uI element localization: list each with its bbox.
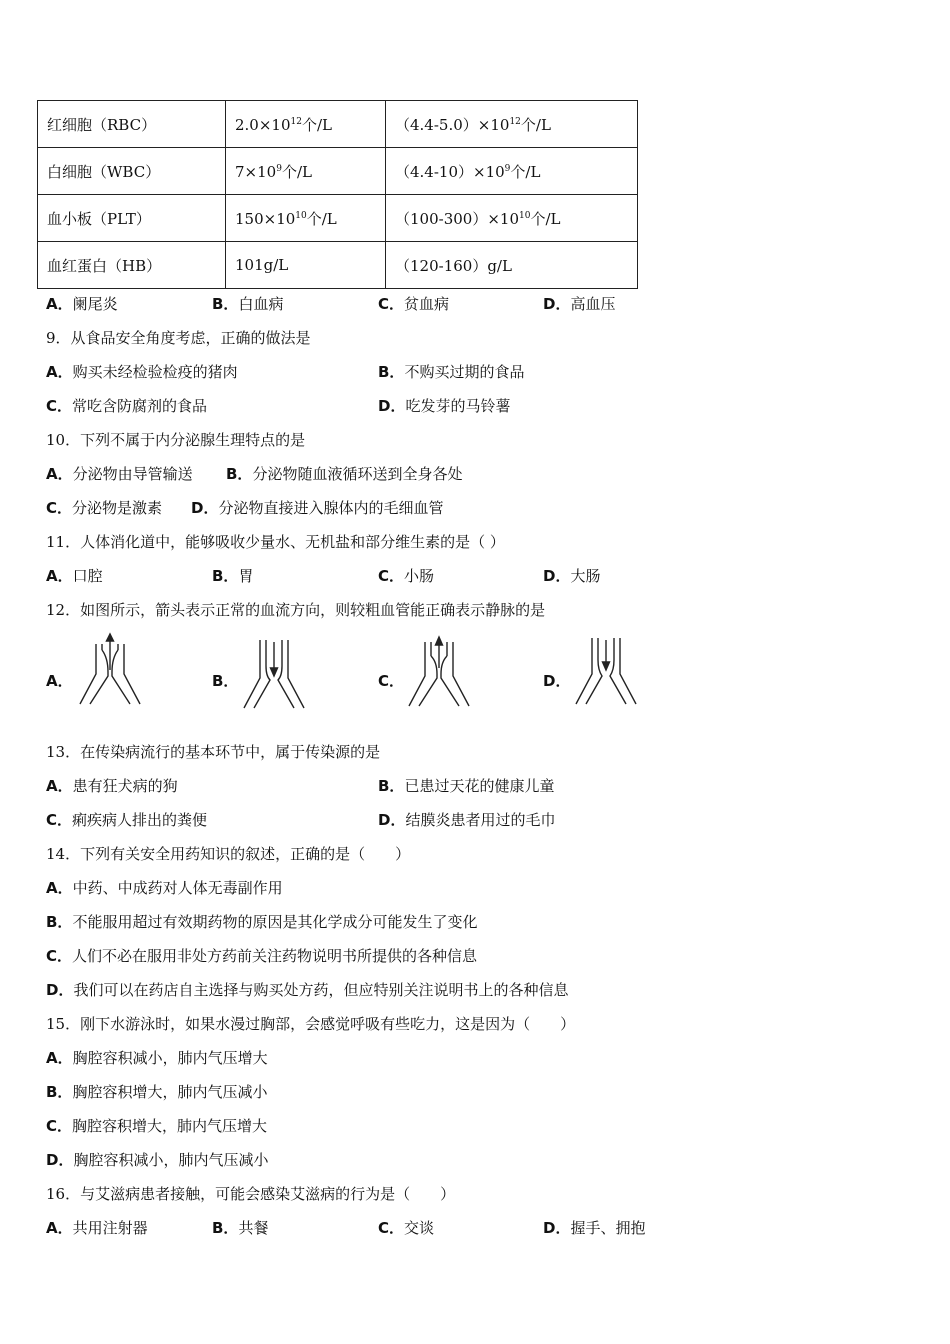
table-cell: $7\times 10^9$个/L — [226, 148, 386, 195]
option-c: C．胸腔容积增大，肺内气压增大 — [46, 1117, 268, 1135]
table-cell: （120-160）g/L — [386, 242, 638, 289]
table-cell: $(4.4-10)\times 10^9$个/L — [386, 148, 638, 195]
table-row — [38, 195, 638, 242]
option-c: C．小肠 — [378, 567, 435, 585]
option-c: C．交谈 — [378, 1219, 435, 1237]
question-stem: 12．如图所示，箭头表示正常的血流方向，则较粗血管能正确表示静脉的是 — [46, 601, 546, 619]
option-a: A．口腔 — [46, 567, 103, 585]
table-cell: 白细胞（WBC） — [38, 148, 226, 195]
option-b: B．胃 — [212, 567, 254, 585]
option-d: D．握手、拥抱 — [543, 1219, 646, 1237]
option-d: D．胸腔容积减小，肺内气压减小 — [46, 1151, 269, 1169]
question-stem: 13．在传染病流行的基本环节中，属于传染源的是 — [46, 743, 381, 761]
table-cell: 血红蛋白（HB） — [38, 242, 226, 289]
option-c: C．贫血病 — [378, 295, 450, 313]
option-b: B． — [212, 672, 239, 690]
option-b: B．不能服用超过有效期药物的原因是其化学成分可能发生了变化 — [46, 913, 478, 931]
option-d: D．我们可以在药店自主选择与购买处方药，但应特别关注说明书上的各种信息 — [46, 981, 569, 999]
question-stem: 14．下列有关安全用药知识的叙述，正确的是（ ） — [46, 845, 411, 863]
option-d: D．结膜炎患者用过的毛巾 — [378, 811, 556, 829]
question-stem: 16．与艾滋病患者接触，可能会感染艾滋病的行为是（ ） — [46, 1185, 456, 1203]
option-d: D．分泌物直接进入腺体内的毛细血管 — [191, 499, 444, 517]
option-d: D．高血压 — [543, 295, 616, 313]
option-b: B．不购买过期的食品 — [378, 363, 525, 381]
table-cell: $2.0\times 10^{12}$个/L — [226, 101, 386, 148]
question-stem: 9．从食品安全角度考虑，正确的做法是 — [46, 329, 311, 347]
vessel-diagram-d — [574, 632, 638, 708]
option-c: C．常吃含防腐剂的食品 — [46, 397, 208, 415]
option-d: D．吃发芽的马铃薯 — [378, 397, 511, 415]
option-a: A．患有狂犬病的狗 — [46, 777, 178, 795]
table-row — [38, 242, 638, 289]
table-cell: 红细胞（RBC） — [38, 101, 226, 148]
vessel-diagram-b — [242, 636, 306, 712]
option-c: C．分泌物是激素 — [46, 499, 163, 517]
option-a: A．购买未经检验检疫的猪肉 — [46, 363, 238, 381]
question-stem: 10．下列不属于内分泌腺生理特点的是 — [46, 431, 306, 449]
option-a: A．分泌物由导管输送 — [46, 465, 193, 483]
option-b: B．胸腔容积增大，肺内气压减小 — [46, 1083, 268, 1101]
vessel-diagram-c — [407, 634, 471, 710]
table-cell: 血小板（PLT） — [38, 195, 226, 242]
option-b: B．已患过天花的健康儿童 — [378, 777, 555, 795]
option-b: B．共餐 — [212, 1219, 269, 1237]
option-c: C．人们不必在服用非处方药前关注药物说明书所提供的各种信息 — [46, 947, 478, 965]
table-row — [38, 101, 638, 148]
table-row — [38, 148, 638, 195]
option-d: D． — [543, 672, 571, 690]
blood-test-table — [37, 100, 638, 289]
question-stem: 11．人体消化道中，能够吸收少量水、无机盐和部分维生素的是（ ） — [46, 533, 505, 551]
table-cell: 101g/L — [226, 242, 386, 289]
option-d: D．大肠 — [543, 567, 601, 585]
option-a: A．胸腔容积减小，肺内气压增大 — [46, 1049, 268, 1067]
table-cell: $(100-300)\times 10^{10}$个/L — [386, 195, 638, 242]
option-a: A．中药、中成药对人体无毒副作用 — [46, 879, 283, 897]
option-b: B．分泌物随血液循环送到全身各处 — [226, 465, 463, 483]
table-cell: $150\times 10^{10}$个/L — [226, 195, 386, 242]
option-a: A． — [46, 672, 73, 690]
option-c: C．痢疾病人排出的粪便 — [46, 811, 208, 829]
option-a: A．共用注射器 — [46, 1219, 148, 1237]
option-b: B．白血病 — [212, 295, 284, 313]
vessel-diagram-a — [78, 632, 142, 708]
option-c: C． — [378, 672, 405, 690]
table-cell: $(4.4-5.0)\times 10^{12}$个/L — [386, 101, 638, 148]
option-a: A．阑尾炎 — [46, 295, 118, 313]
question-stem: 15．刚下水游泳时，如果水漫过胸部，会感觉呼吸有些吃力，这是因为（ ） — [46, 1015, 576, 1033]
